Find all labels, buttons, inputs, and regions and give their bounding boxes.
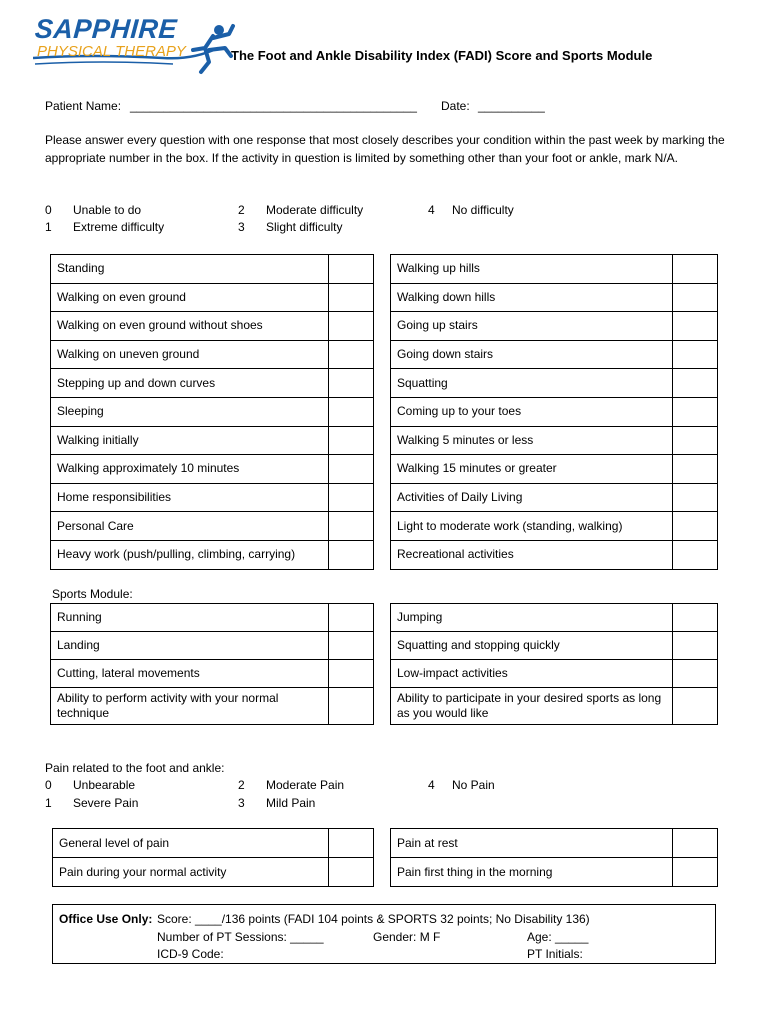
answer-box[interactable]: [673, 255, 718, 284]
question-row: [51, 632, 374, 660]
answer-box[interactable]: [673, 340, 718, 369]
answer-box[interactable]: [673, 604, 718, 632]
answer-box[interactable]: [673, 426, 718, 455]
pain-table-left: [52, 828, 374, 887]
question-label: Walking on uneven ground: [51, 340, 329, 369]
question-row: [53, 829, 374, 858]
question-label: Walking down hills: [391, 283, 673, 312]
question-label: Landing: [51, 632, 329, 660]
pain-scale-label: Mild Pain: [266, 796, 316, 810]
pain-scale-num: 2: [238, 778, 245, 792]
question-label: Going down stairs: [391, 340, 673, 369]
question-row: [51, 340, 374, 369]
page-title: The Foot and Ankle Disability Index (FADI) Score and Sports Module: [231, 48, 653, 63]
question-row: [391, 340, 718, 369]
pain-heading: Pain related to the foot and ankle:: [45, 761, 225, 775]
question-row: [51, 540, 374, 569]
question-label: Pain during your normal activity: [53, 858, 329, 887]
question-row: [51, 512, 374, 541]
question-label: Ability to perform activity with your normal technique: [51, 688, 329, 725]
question-label: Walking initially: [51, 426, 329, 455]
question-row: [391, 829, 718, 858]
answer-box[interactable]: [329, 540, 374, 569]
question-label: Stepping up and down curves: [51, 369, 329, 398]
question-row: [391, 604, 718, 632]
question-label: Personal Care: [51, 512, 329, 541]
date-label: Date:: [441, 99, 470, 113]
question-row: [51, 312, 374, 341]
answer-box[interactable]: [673, 829, 718, 858]
question-label: Activities of Daily Living: [391, 483, 673, 512]
question-row: [51, 483, 374, 512]
question-row: [391, 283, 718, 312]
answer-box[interactable]: [673, 483, 718, 512]
question-label: Low-impact activities: [391, 660, 673, 688]
office-label: Office Use Only:: [59, 912, 153, 926]
pain-table-right: [390, 828, 718, 887]
question-label: Home responsibilities: [51, 483, 329, 512]
question-label: Standing: [51, 255, 329, 284]
instructions: Please answer every question with one response that most closely describes your condition within the past week by marking the appropriate number in the box. If the activity in question is limited by something other than your foot or ankle, mark N/A.: [45, 133, 725, 165]
answer-box[interactable]: [329, 426, 374, 455]
question-row: [51, 455, 374, 484]
pain-scale-label: Severe Pain: [73, 796, 139, 810]
company-logo: [33, 14, 238, 76]
question-row: [391, 540, 718, 569]
patient-name-field[interactable]: ___________________________________________: [130, 99, 417, 113]
question-label: Pain first thing in the morning: [391, 858, 673, 887]
question-label: Running: [51, 604, 329, 632]
question-label: Jumping: [391, 604, 673, 632]
answer-box[interactable]: [673, 369, 718, 398]
sports-heading: Sports Module:: [52, 587, 133, 601]
question-label: Recreational activities: [391, 540, 673, 569]
answer-box[interactable]: [673, 283, 718, 312]
question-label: Cutting, lateral movements: [51, 660, 329, 688]
office-initials: PT Initials:: [527, 947, 583, 961]
pain-scale-label: No Pain: [452, 778, 495, 792]
answer-box[interactable]: [329, 283, 374, 312]
question-row: [391, 660, 718, 688]
pain-scale-num: 3: [238, 796, 245, 810]
question-label: Coming up to your toes: [391, 397, 673, 426]
answer-box[interactable]: [673, 455, 718, 484]
question-row: [51, 255, 374, 284]
question-row: [391, 255, 718, 284]
scale-label: Extreme difficulty: [73, 220, 165, 234]
scale-num: 2: [238, 203, 245, 217]
answer-box[interactable]: [329, 604, 374, 632]
question-label: Sleeping: [51, 397, 329, 426]
pain-scale-num: 0: [45, 778, 52, 792]
date-field[interactable]: __________: [478, 99, 545, 113]
question-label: Walking 15 minutes or greater: [391, 455, 673, 484]
question-label: Walking on even ground: [51, 283, 329, 312]
scale-label: No difficulty: [452, 203, 514, 217]
office-sessions: Number of PT Sessions: _____: [157, 930, 324, 944]
question-row: [51, 660, 374, 688]
question-label: Walking 5 minutes or less: [391, 426, 673, 455]
office-icd: ICD-9 Code:: [157, 947, 224, 961]
question-row: [391, 369, 718, 398]
scale-num: 3: [238, 220, 245, 234]
answer-box[interactable]: [329, 369, 374, 398]
patient-name-label: Patient Name:: [45, 99, 122, 113]
scale-num: 4: [428, 203, 435, 217]
answer-box[interactable]: [673, 688, 718, 725]
scale-label: Slight difficulty: [266, 220, 343, 234]
logo-brand-text: SAPPHIRE: [33, 14, 179, 44]
question-label: Squatting: [391, 369, 673, 398]
pain-scale-num: 1: [45, 796, 52, 810]
answer-box[interactable]: [673, 660, 718, 688]
question-row: [391, 688, 718, 725]
pain-scale-num: 4: [428, 778, 435, 792]
office-gender: Gender: M F: [373, 930, 441, 944]
answer-box[interactable]: [329, 255, 374, 284]
scale-num: 0: [45, 203, 52, 217]
question-row: [391, 483, 718, 512]
question-row: [51, 283, 374, 312]
office-score: Score: ____/136 points (FADI 104 points & SPORTS 32 points; No Disability 136): [157, 912, 590, 926]
question-label: Walking up hills: [391, 255, 673, 284]
question-label: Ability to participate in your desired sports as long as you would like: [391, 688, 673, 725]
answer-box[interactable]: [673, 540, 718, 569]
answer-box[interactable]: [329, 688, 374, 725]
answer-box[interactable]: [329, 660, 374, 688]
question-row: [391, 632, 718, 660]
question-row: [391, 512, 718, 541]
answer-box[interactable]: [329, 512, 374, 541]
answer-box[interactable]: [329, 829, 374, 858]
answer-box[interactable]: [329, 340, 374, 369]
question-label: Light to moderate work (standing, walking): [391, 512, 673, 541]
pain-scale-label: Unbearable: [73, 778, 136, 792]
question-row: [51, 426, 374, 455]
office-use-box: [52, 904, 716, 964]
question-row: [391, 858, 718, 887]
question-row: [51, 397, 374, 426]
question-row: [391, 397, 718, 426]
question-label: Walking on even ground without shoes: [51, 312, 329, 341]
question-label: Walking approximately 10 minutes: [51, 455, 329, 484]
scale-label: Moderate difficulty: [266, 203, 364, 217]
answer-box[interactable]: [329, 455, 374, 484]
activities-table-right: [390, 254, 718, 570]
answer-box[interactable]: [673, 397, 718, 426]
pain-scale-label: Moderate Pain: [266, 778, 345, 792]
sports-table-right: [390, 603, 718, 725]
answer-box[interactable]: [673, 312, 718, 341]
question-row: [51, 604, 374, 632]
answer-box[interactable]: [673, 512, 718, 541]
question-row: [391, 426, 718, 455]
question-row: [51, 688, 374, 725]
question-label: Pain at rest: [391, 829, 673, 858]
question-label: Heavy work (push/pulling, climbing, carrying): [51, 540, 329, 569]
question-label: Going up stairs: [391, 312, 673, 341]
answer-box[interactable]: [329, 632, 374, 660]
question-row: [391, 455, 718, 484]
logo-sub-text: PHYSICAL THERAPY: [37, 43, 186, 60]
question-label: General level of pain: [53, 829, 329, 858]
office-age: Age: _____: [527, 930, 589, 944]
answer-box[interactable]: [329, 312, 374, 341]
scale-num: 1: [45, 220, 52, 234]
question-label: Squatting and stopping quickly: [391, 632, 673, 660]
question-row: [51, 369, 374, 398]
sports-table-left: [50, 603, 374, 725]
answer-box[interactable]: [329, 858, 374, 887]
answer-box[interactable]: [329, 397, 374, 426]
answer-box[interactable]: [673, 858, 718, 887]
activities-table-left: [50, 254, 374, 570]
scale-label: Unable to do: [73, 203, 142, 217]
question-row: [391, 312, 718, 341]
question-row: [53, 858, 374, 887]
answer-box[interactable]: [673, 632, 718, 660]
answer-box[interactable]: [329, 483, 374, 512]
